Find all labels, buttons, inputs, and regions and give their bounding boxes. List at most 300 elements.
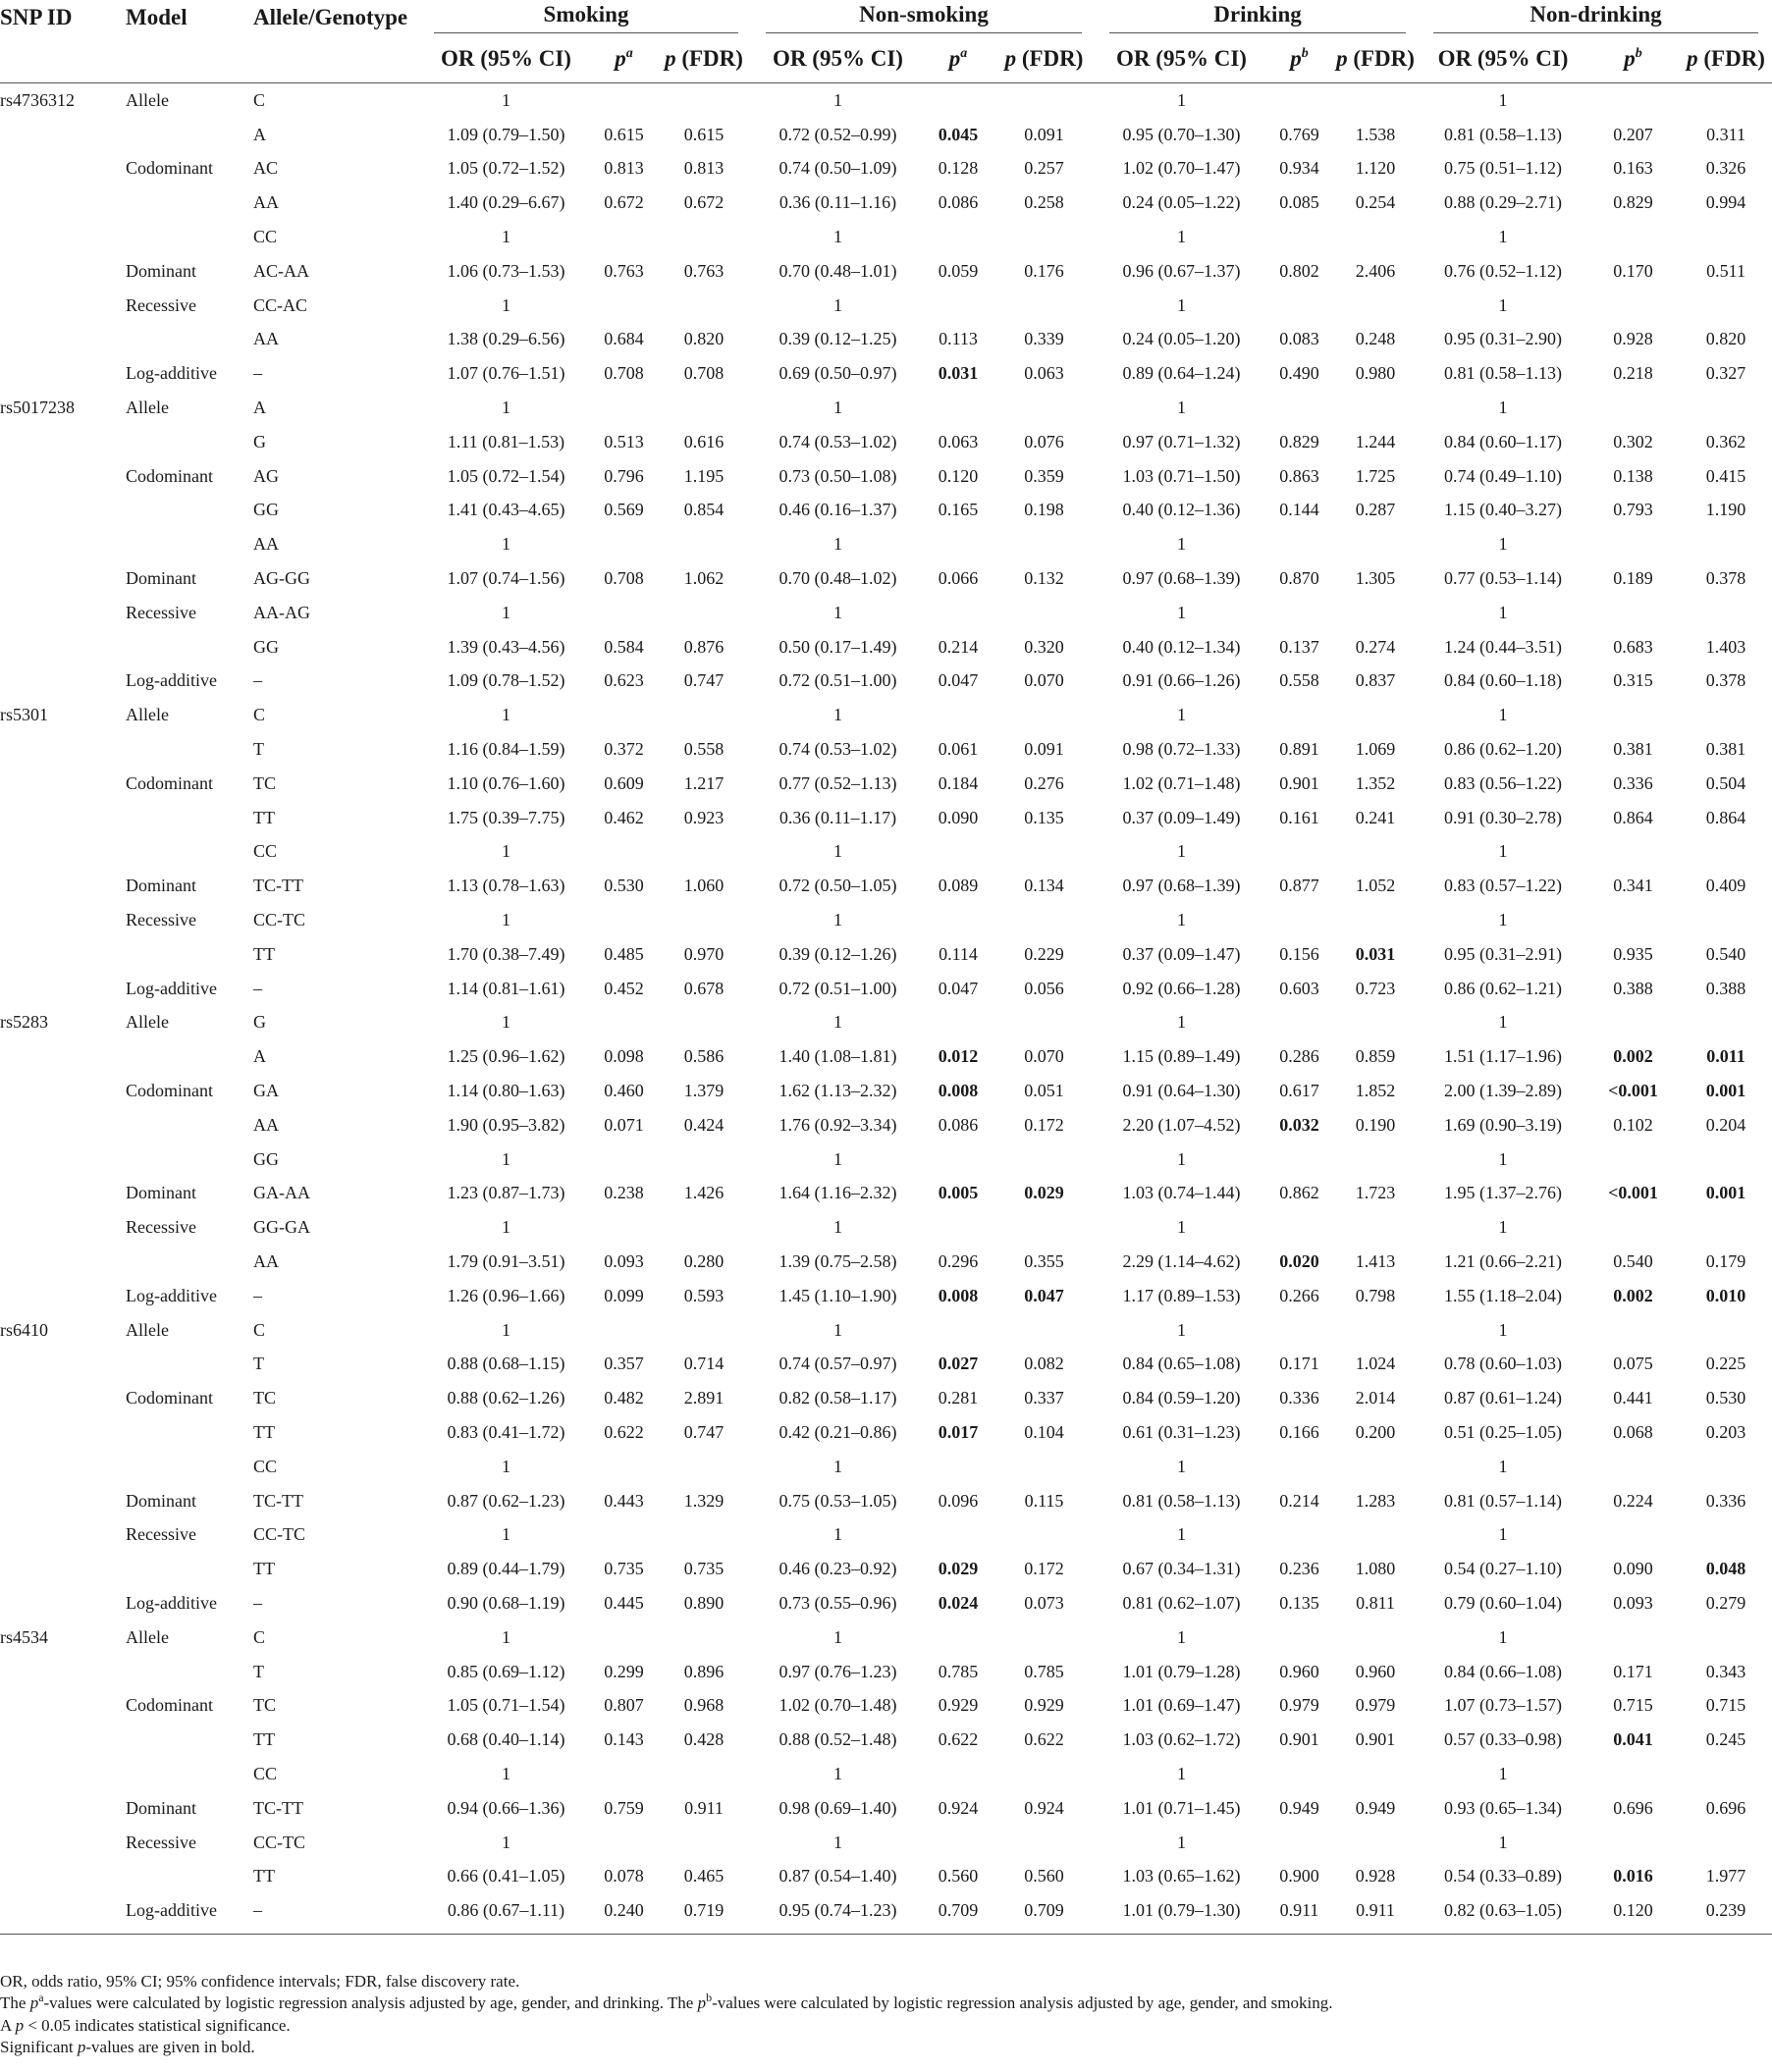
cell-p-fdr: 0.763 (683, 260, 725, 281)
cell-p-fdr (993, 527, 1096, 561)
cell-or-ci: 0.73 (0.55–0.96) (779, 1592, 897, 1613)
cell-p-fdr: 0.798 (1355, 1285, 1396, 1305)
cell-p-value (1586, 1620, 1680, 1655)
cell-snp-id (0, 1826, 126, 1860)
cell-p-fdr: 0.723 (1355, 978, 1396, 998)
cell-or-ci: 1 (833, 1763, 842, 1783)
cell-p-fdr: 0.239 (1680, 1893, 1772, 1934)
cell-model (126, 186, 253, 220)
table-row (0, 1893, 1772, 1934)
cell-p-value (592, 220, 656, 254)
cell-model: Log-additive (126, 1285, 217, 1305)
cell-p-fdr (993, 289, 1096, 323)
cell-or-ci: 1 (502, 1456, 510, 1476)
cell-p-value (592, 1757, 656, 1791)
cell-model: Codominant (126, 1695, 213, 1716)
cell-p-value: 0.864 (1613, 807, 1653, 827)
cell-snp-id (0, 664, 126, 699)
cell-genotype: A (253, 1046, 266, 1067)
cell-p-value (1586, 903, 1680, 937)
cell-or-ci: 1 (502, 398, 510, 418)
table-row (0, 1859, 1772, 1893)
cell-p-fdr: 0.287 (1355, 500, 1396, 520)
cell-genotype: TT (253, 1559, 275, 1579)
cell-snp-id (0, 903, 126, 937)
cell-or-ci: 1 (1498, 227, 1508, 247)
cell-p-value (1267, 1142, 1331, 1177)
cell-model (126, 1757, 253, 1791)
cell-snp-id (0, 1347, 126, 1381)
cell-p-value: 0.008 (938, 1285, 979, 1305)
cell-p-value: 0.161 (1279, 807, 1319, 827)
cell-snp-id (0, 1757, 126, 1791)
cell-p-value: 0.763 (604, 260, 644, 281)
cell-p-value: 0.445 (604, 1592, 644, 1613)
cell-or-ci: 1.05 (0.72–1.54) (447, 465, 565, 486)
cell-p-fdr: 1.538 (1355, 124, 1396, 144)
cell-genotype: C (253, 1626, 266, 1647)
cell-or-ci: 0.81 (0.58–1.13) (1444, 124, 1563, 144)
cell-p-value (1267, 1313, 1331, 1348)
cell-p-fdr (1680, 1313, 1772, 1348)
cell-p-fdr: 1.352 (1355, 772, 1396, 793)
cell-p-value (1267, 1517, 1331, 1552)
cell-p-value: 0.802 (1279, 260, 1319, 281)
cell-p-fdr (1331, 1620, 1420, 1655)
cell-p-value (924, 1313, 993, 1348)
cell-p-value: 0.683 (1613, 636, 1653, 657)
cell-or-ci: 1 (1177, 1763, 1186, 1783)
cell-p-value (924, 1517, 993, 1552)
cell-p-value: 0.008 (938, 1081, 979, 1100)
cell-snp-id (0, 220, 126, 254)
cell-p-fdr: 0.229 (1024, 943, 1064, 964)
cell-p-value: 0.144 (1279, 500, 1319, 520)
cell-p-fdr: 0.615 (683, 124, 725, 144)
cell-p-value: 0.286 (1279, 1046, 1319, 1067)
cell-or-ci: 1 (502, 841, 510, 862)
cell-or-ci: 1 (1498, 1319, 1508, 1340)
cell-p-value (592, 1517, 656, 1552)
cell-p-value: 0.813 (604, 158, 644, 179)
cell-or-ci: 1 (502, 294, 510, 315)
cell-p-fdr: 1.052 (1355, 876, 1396, 896)
cell-p-value: 0.934 (1279, 158, 1319, 179)
cell-snp-id: rs5283 (0, 1012, 48, 1033)
cell-or-ci: 1 (502, 534, 510, 555)
cell-p-value (1267, 527, 1331, 561)
cell-or-ci: 1 (502, 1626, 510, 1647)
cell-genotype: – (253, 670, 262, 691)
cell-or-ci: 1 (1498, 1626, 1508, 1647)
cell-genotype: TC (253, 1388, 277, 1408)
header-group-drinking: Drinking (1096, 0, 1420, 35)
cell-genotype: AA-AG (253, 602, 310, 622)
cell-model: Dominant (126, 876, 196, 896)
cell-snp-id (0, 732, 126, 767)
cell-p-fdr (1331, 1142, 1420, 1177)
cell-p-value: 0.928 (1613, 329, 1653, 349)
cell-model: Allele (126, 1319, 169, 1340)
cell-or-ci: 0.79 (0.60–1.04) (1444, 1592, 1563, 1613)
cell-p-value: 0.609 (604, 772, 644, 793)
cell-or-ci: 0.94 (0.66–1.36) (447, 1797, 565, 1818)
cell-or-ci: 1.14 (0.81–1.61) (447, 978, 565, 998)
cell-p-value: 0.877 (1279, 876, 1319, 896)
cell-or-ci: 0.87 (0.62–1.23) (447, 1490, 565, 1511)
cell-or-ci: 0.87 (0.54–1.40) (779, 1866, 897, 1886)
cell-p-value: 0.452 (604, 978, 644, 998)
cell-p-value: 0.684 (604, 329, 644, 349)
cell-p-value: 0.171 (1613, 1661, 1653, 1681)
cell-p-value: <0.001 (1608, 1081, 1658, 1100)
cell-or-ci: 1.45 (1.10–1.90) (779, 1285, 897, 1305)
cell-p-fdr: 0.735 (683, 1559, 725, 1579)
cell-or-ci: 1.21 (0.66–2.21) (1444, 1250, 1563, 1271)
cell-p-fdr: 0.190 (1355, 1114, 1396, 1135)
cell-or-ci: 1 (833, 1148, 842, 1169)
table-row (0, 1347, 1772, 1381)
cell-p-value: 0.165 (938, 500, 979, 520)
table-row (0, 835, 1772, 870)
cell-or-ci: 1 (502, 1524, 510, 1545)
cell-or-ci: 0.91 (0.64–1.30) (1122, 1081, 1241, 1100)
cell-or-ci: 0.86 (0.62–1.20) (1444, 739, 1563, 760)
cell-p-value (1267, 220, 1331, 254)
cell-p-fdr (1680, 220, 1772, 254)
cell-p-fdr (1331, 1826, 1420, 1860)
cell-p-fdr (1680, 1450, 1772, 1484)
cell-p-value (924, 1006, 993, 1040)
cell-p-value (1586, 698, 1680, 732)
cell-genotype: TT (253, 1729, 275, 1750)
cell-p-fdr: 0.132 (1024, 568, 1064, 589)
cell-p-value (1586, 835, 1680, 870)
cell-genotype: TC-TT (253, 876, 303, 896)
cell-genotype: AA (253, 1250, 279, 1271)
cell-p-value: 0.029 (938, 1559, 979, 1579)
cell-p-fdr (993, 83, 1096, 118)
cell-or-ci: 0.84 (0.65–1.08) (1122, 1354, 1241, 1374)
header-row-groups (0, 0, 1772, 35)
cell-p-fdr: 0.586 (683, 1046, 725, 1067)
cell-p-value: 0.870 (1279, 568, 1319, 589)
cell-p-value: 0.071 (604, 1114, 644, 1135)
cell-p-value (592, 1006, 656, 1040)
cell-model: Codominant (126, 1081, 213, 1100)
cell-p-fdr: 0.336 (1705, 1490, 1746, 1511)
cell-p-value: 0.807 (604, 1695, 644, 1716)
cell-p-fdr: 0.010 (1705, 1285, 1746, 1305)
cell-snp-id (0, 835, 126, 870)
cell-or-ci: 1 (1177, 1012, 1186, 1033)
cell-p-fdr (1680, 596, 1772, 630)
cell-p-value (1267, 83, 1331, 118)
cell-p-value (924, 1210, 993, 1245)
cell-p-fdr: 0.924 (1024, 1797, 1064, 1818)
cell-or-ci: 1 (833, 1524, 842, 1545)
cell-or-ci: 0.72 (0.51–1.00) (779, 670, 897, 691)
cell-p-fdr: 0.979 (1355, 1695, 1396, 1716)
cell-p-value: 0.482 (604, 1388, 644, 1408)
cell-p-value: 0.075 (1613, 1354, 1653, 1374)
cell-snp-id (0, 152, 126, 186)
cell-p-value: 0.214 (938, 636, 979, 657)
cell-snp-id (0, 1450, 126, 1484)
cell-p-fdr: 0.424 (683, 1114, 725, 1135)
cell-p-fdr: 0.747 (683, 1421, 725, 1442)
cell-or-ci: 0.54 (0.27–1.10) (1444, 1559, 1563, 1579)
cell-p-value: 0.623 (604, 670, 644, 691)
cell-snp-id (0, 869, 126, 903)
cell-genotype: TT (253, 1421, 275, 1442)
cell-p-fdr: 0.355 (1024, 1250, 1064, 1271)
cell-model: Dominant (126, 260, 196, 281)
cell-genotype: AC (253, 158, 279, 179)
cell-or-ci: 1.26 (0.96–1.66) (447, 1285, 565, 1305)
cell-genotype: GA-AA (253, 1183, 310, 1203)
table-row (0, 152, 1772, 186)
cell-p-value (1586, 1210, 1680, 1245)
cell-model: Dominant (126, 1797, 196, 1818)
cell-p-value (1267, 391, 1331, 425)
cell-or-ci: 0.81 (0.58–1.13) (1122, 1490, 1241, 1511)
cell-p-value: 0.302 (1613, 431, 1653, 452)
cell-p-fdr: 0.070 (1024, 1046, 1064, 1067)
cell-or-ci: 1 (1498, 1012, 1508, 1033)
cell-or-ci: 0.82 (0.58–1.17) (779, 1388, 897, 1408)
cell-p-value: 0.135 (1279, 1592, 1319, 1613)
cell-p-fdr: 0.031 (1355, 943, 1396, 964)
cell-or-ci: 1 (1177, 1832, 1186, 1852)
cell-p-value: 0.441 (1613, 1388, 1653, 1408)
cell-or-ci: 0.84 (0.66–1.08) (1444, 1661, 1563, 1681)
cell-p-fdr (1331, 1006, 1420, 1040)
cell-genotype: C (253, 705, 266, 725)
cell-p-value: 0.238 (604, 1183, 644, 1203)
cell-snp-id (0, 1893, 126, 1934)
cell-p-fdr: 0.911 (1331, 1893, 1420, 1934)
cell-p-fdr: 0.337 (1024, 1388, 1064, 1408)
cell-p-value: 0.086 (938, 1114, 979, 1135)
cell-snp-id (0, 972, 126, 1006)
cell-or-ci: 0.92 (0.66–1.28) (1122, 978, 1241, 998)
cell-or-ci: 0.66 (0.41–1.05) (447, 1866, 565, 1886)
table-row (0, 561, 1772, 596)
cell-p-value (924, 1450, 993, 1484)
cell-p-fdr: 1.852 (1355, 1081, 1396, 1100)
cell-p-fdr: 0.048 (1705, 1559, 1746, 1579)
cell-genotype: C (253, 89, 266, 110)
cell-p-fdr: 0.179 (1705, 1250, 1746, 1271)
cell-p-value: 0.236 (1279, 1559, 1319, 1579)
cell-or-ci: 1 (1498, 534, 1508, 555)
cell-genotype: TC (253, 772, 277, 793)
cell-or-ci: 0.77 (0.52–1.13) (779, 772, 897, 793)
cell-or-ci: 1.16 (0.84–1.59) (447, 739, 565, 760)
cell-p-fdr: 0.378 (1705, 568, 1746, 589)
cell-model (126, 1108, 253, 1142)
cell-p-value: 0.063 (938, 431, 979, 452)
cell-p-value: 0.207 (1613, 124, 1653, 144)
cell-p-value: 0.341 (1613, 876, 1653, 896)
cell-genotype: CC-AC (253, 294, 308, 315)
header-group-non-smoking: Non-smoking (752, 0, 1096, 35)
cell-or-ci: 0.87 (0.61–1.24) (1444, 1388, 1563, 1408)
cell-or-ci: 2.20 (1.07–4.52) (1122, 1114, 1241, 1135)
cell-p-value (1586, 391, 1680, 425)
cell-p-fdr (656, 1826, 752, 1860)
table-row (0, 1757, 1772, 1791)
cell-p-fdr: 0.076 (1024, 431, 1064, 452)
header-or-ci: OR (95% CI) (1420, 35, 1586, 83)
cell-p-value: 0.530 (604, 876, 644, 896)
cell-or-ci: 0.40 (0.12–1.34) (1122, 636, 1241, 657)
cell-p-fdr (1680, 1757, 1772, 1791)
cell-model (126, 220, 253, 254)
cell-p-value: 0.388 (1613, 978, 1653, 998)
cell-p-value: <0.001 (1608, 1183, 1658, 1203)
cell-or-ci: 1 (502, 227, 510, 247)
cell-p-value: 0.911 (1267, 1893, 1331, 1934)
cell-or-ci: 1 (502, 1217, 510, 1238)
cell-p-fdr (1680, 1006, 1772, 1040)
table-row (0, 1450, 1772, 1484)
cell-p-fdr (1680, 1142, 1772, 1177)
cell-p-value (924, 1826, 993, 1860)
cell-p-fdr: 1.062 (683, 568, 725, 589)
cell-or-ci: 1 (1498, 89, 1508, 110)
cell-p-fdr (656, 1313, 752, 1348)
cell-snp-id (0, 1415, 126, 1450)
cell-p-fdr (993, 903, 1096, 937)
header-p-b: $p^b$ (1586, 35, 1680, 83)
cell-snp-id (0, 561, 126, 596)
cell-p-fdr: 0.203 (1705, 1421, 1746, 1442)
cell-p-fdr: 0.063 (1024, 363, 1064, 384)
cell-or-ci: 0.91 (0.30–2.78) (1444, 807, 1563, 827)
cell-genotype: T (253, 739, 264, 760)
table-row (0, 83, 1772, 118)
cell-p-value: 0.696 (1613, 1797, 1653, 1818)
cell-or-ci: 1 (1177, 227, 1186, 247)
cell-p-fdr: 1.413 (1355, 1250, 1396, 1271)
cell-p-value: 0.017 (938, 1421, 979, 1442)
table-row (0, 494, 1772, 528)
cell-p-fdr: 0.091 (1024, 124, 1064, 144)
cell-or-ci: 1 (833, 1456, 842, 1476)
cell-p-value: 0.829 (1613, 192, 1653, 213)
cell-p-value: 0.336 (1613, 772, 1653, 793)
cell-p-fdr: 0.960 (1355, 1661, 1396, 1681)
cell-snp-id (0, 1859, 126, 1893)
cell-p-value: 0.540 (1613, 1250, 1653, 1271)
cell-p-value (1586, 1757, 1680, 1791)
cell-p-fdr: 1.217 (683, 772, 725, 793)
cell-or-ci: 0.61 (0.31–1.23) (1122, 1421, 1241, 1442)
cell-or-ci: 1.17 (0.89–1.53) (1122, 1285, 1241, 1305)
cell-genotype: AA (253, 192, 279, 213)
cell-p-fdr: 0.890 (683, 1592, 725, 1613)
cell-p-value: 0.924 (938, 1797, 979, 1818)
cell-or-ci: 1.25 (0.96–1.62) (447, 1046, 565, 1067)
cell-p-value: 0.138 (1613, 465, 1653, 486)
cell-snp-id (0, 1142, 126, 1177)
cell-p-fdr: 0.678 (683, 978, 725, 998)
cell-p-value: 0.045 (938, 124, 979, 144)
cell-or-ci: 1 (833, 398, 842, 418)
cell-or-ci: 0.81 (0.58–1.13) (1444, 363, 1563, 384)
cell-or-ci: 1.40 (1.08–1.81) (779, 1046, 897, 1067)
cell-genotype: – (253, 1285, 262, 1305)
cell-snp-id (0, 1484, 126, 1518)
cell-or-ci: 1 (833, 1832, 842, 1852)
cell-or-ci: 1.02 (0.71–1.48) (1122, 772, 1241, 793)
cell-or-ci: 1 (1177, 89, 1186, 110)
cell-p-value (1267, 1006, 1331, 1040)
header-snp-id: SNP ID (0, 5, 73, 29)
cell-model (126, 732, 253, 767)
cell-or-ci: 0.69 (0.50–0.97) (779, 363, 897, 384)
table-row (0, 1142, 1772, 1177)
cell-or-ci: 0.74 (0.50–1.09) (779, 158, 897, 179)
cell-or-ci: 1 (1498, 1763, 1508, 1783)
cell-or-ci: 1.79 (0.91–3.51) (447, 1250, 565, 1271)
cell-or-ci: 1 (502, 1012, 510, 1033)
cell-p-fdr (1331, 596, 1420, 630)
cell-p-value: 0.128 (938, 158, 979, 179)
cell-p-fdr (656, 83, 752, 118)
cell-model: Allele (126, 1012, 169, 1033)
cell-or-ci: 1.01 (0.79–1.30) (1096, 1893, 1267, 1934)
cell-or-ci: 1 (833, 602, 842, 622)
cell-p-value: 0.024 (938, 1592, 979, 1613)
cell-or-ci: 1 (1177, 294, 1186, 315)
cell-snp-id (0, 1279, 126, 1313)
cell-or-ci: 1 (1177, 1319, 1186, 1340)
cell-p-fdr: 2.014 (1355, 1388, 1396, 1408)
cell-p-fdr: 0.994 (1705, 192, 1746, 213)
cell-genotype: CC (253, 1763, 278, 1783)
cell-p-fdr: 0.388 (1705, 978, 1746, 998)
cell-p-value: 0.759 (604, 1797, 644, 1818)
cell-p-fdr: 1.426 (683, 1183, 725, 1203)
cell-model: Recessive (126, 910, 196, 930)
cell-p-value: 0.047 (938, 670, 979, 691)
cell-p-fdr (1680, 83, 1772, 118)
cell-p-fdr: 0.176 (1024, 260, 1064, 281)
cell-p-value: 0.615 (604, 124, 644, 144)
cell-or-ci: 0.50 (0.17–1.49) (779, 636, 897, 657)
cell-p-fdr: 0.204 (1705, 1114, 1746, 1135)
cell-model: Dominant (126, 568, 196, 589)
cell-p-fdr: 1.244 (1355, 431, 1396, 452)
cell-p-value: 0.137 (1279, 636, 1319, 657)
cell-model: Codominant (126, 772, 213, 793)
cell-p-fdr: 0.785 (1024, 1661, 1064, 1681)
cell-p-value (1267, 835, 1331, 870)
cell-p-value: 0.485 (604, 943, 644, 964)
cell-or-ci: 1.03 (0.74–1.44) (1122, 1183, 1241, 1203)
cell-or-ci: 0.46 (0.16–1.37) (779, 500, 897, 520)
cell-p-value: 0.120 (1586, 1893, 1680, 1934)
cell-p-fdr: 0.381 (1705, 739, 1746, 760)
cell-p-value (592, 83, 656, 118)
cell-p-fdr (1680, 903, 1772, 937)
cell-p-value (1586, 1142, 1680, 1177)
footnote-p-values: The $p^a$-values were calculated by logistic regression analysis adjusted by age, gender, and drinking. The $p^b$-values were calculated by logistic regression analysis adjusted by age, gender, and smoking. (0, 1991, 1333, 2012)
cell-p-fdr (1680, 1210, 1772, 1245)
